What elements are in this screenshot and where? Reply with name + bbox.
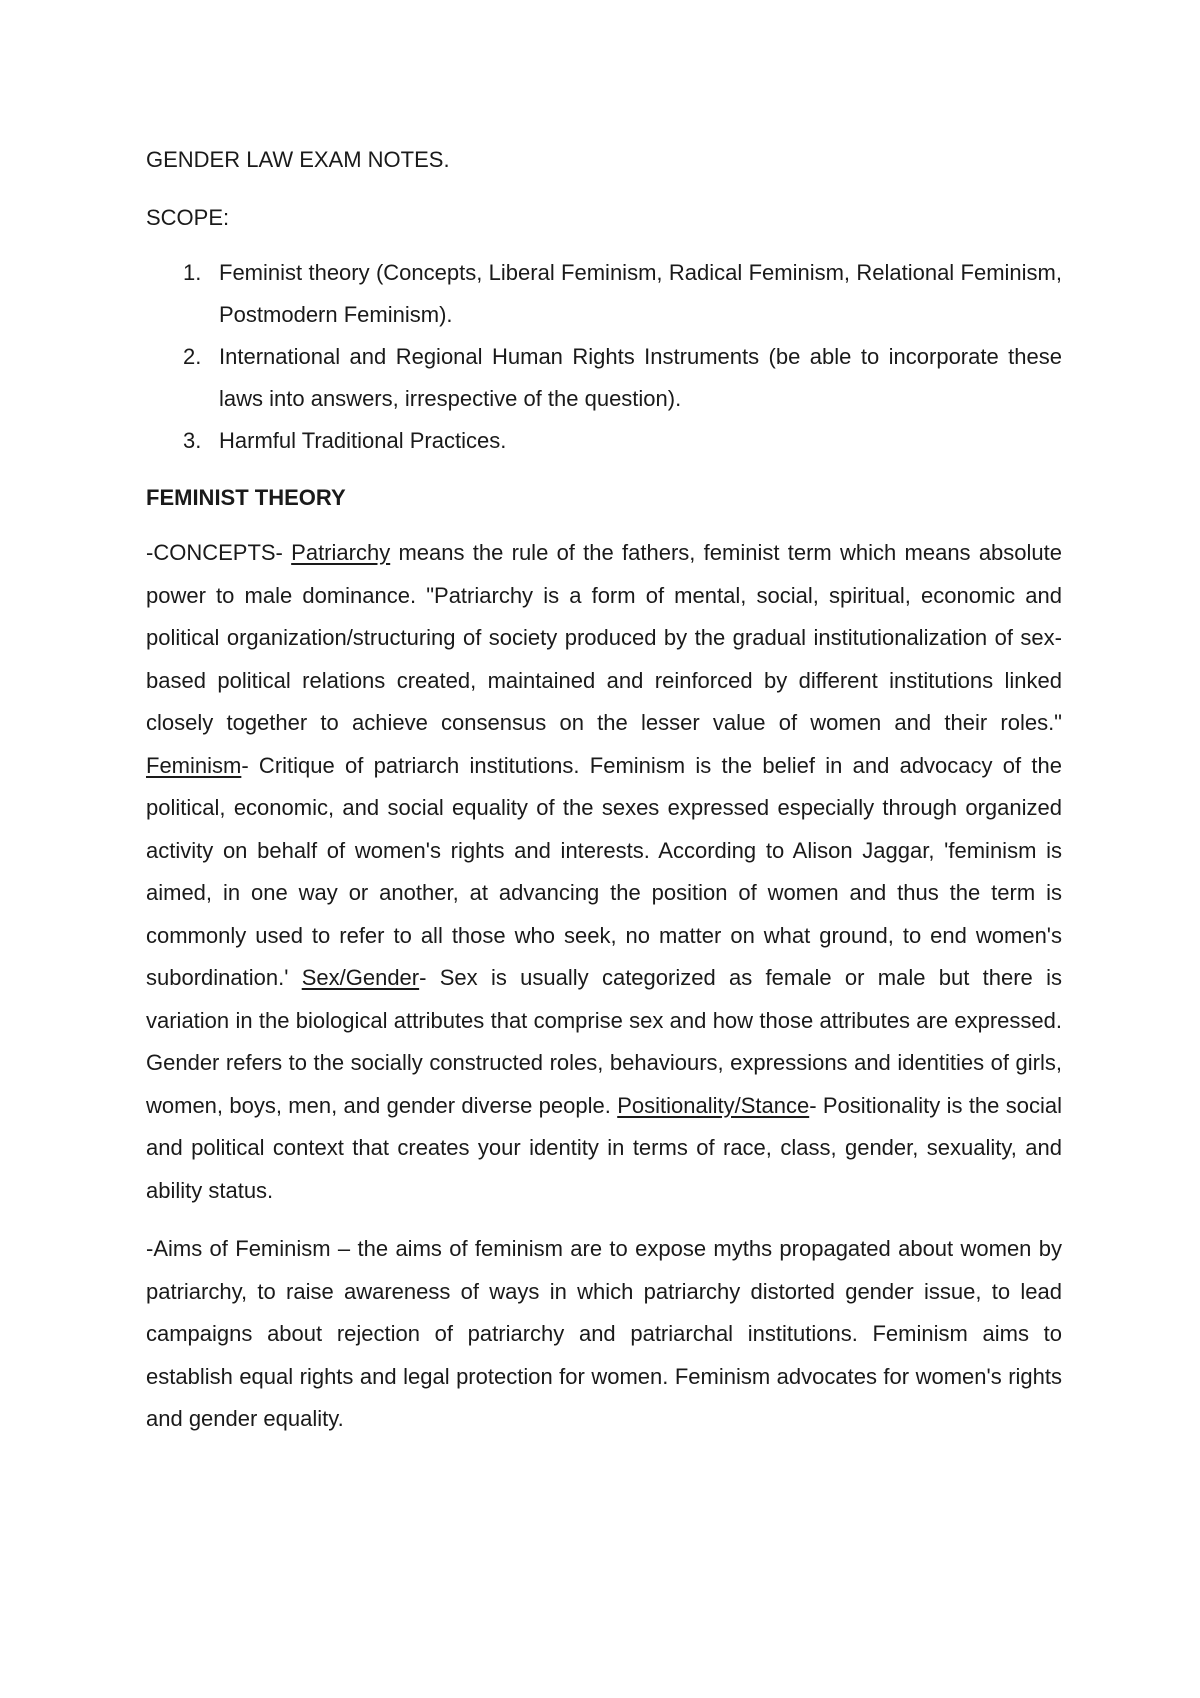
document-page bbox=[146, 140, 1062, 1441]
sex-gender-definition: - Sex is usually categorized as female or male but there is variation in the biological attributes that comprise sex and how those attributes are expressed. Gender refers to the socially constructed roles, behaviours, expressions and identities of girls, women, boys, men, and gender diverse people. bbox=[146, 965, 1062, 1118]
term-patriarchy: Patriarchy bbox=[291, 540, 391, 565]
concepts-prefix: -CONCEPTS- bbox=[146, 540, 292, 565]
term-positionality: Positionality/Stance bbox=[617, 1092, 810, 1118]
term-sex-gender: Sex/Gender bbox=[301, 965, 420, 990]
aims-paragraph: -Aims of Feminism – the aims of feminism are to expose myths propagated about women by patriarchy, to raise awareness of ways in which patriarchy distorted gender issue, to lead campaigns about rejection of patriarchy and patriarchal institutions. Feminism aims to establish equal rights and legal protection for women. Feminism advocates for women's rights and gender equality. bbox=[146, 1236, 1062, 1431]
scope-item-text: International and Regional Human Rights Instruments (be able to incorporate these laws into answers, irrespective of the question). bbox=[219, 344, 1062, 411]
feminism-definition: - Critique of patriarch institutions. Feminism is the belief in and advocacy of the political, economic, and social equality of the sexes expressed especially through organized activity on behalf of women's rights and interests. According to Alison Jaggar, 'feminism is aimed, in one way or another, at advancing the position of women and thus the term is commonly used to refer to all those who seek, no matter on what ground, to end women's subordination.' bbox=[146, 752, 1062, 990]
scope-label: SCOPE: bbox=[146, 205, 230, 230]
scope-item-number: 2. bbox=[183, 344, 202, 369]
scope-list bbox=[146, 252, 1062, 462]
scope-item bbox=[146, 420, 1062, 462]
patriarchy-definition: means the rule of the fathers, feminist term which means absolute power to male dominance. "Patriarchy is a form of mental, social, spiritual, economic and political organization/structuring of society produced by the gradual institutionalization of sex-based political relations created, maintained and reinforced by different institutions linked closely together to achieve consensus on the lesser value of women and their roles." bbox=[146, 540, 1062, 735]
scope-item bbox=[146, 252, 1062, 336]
concepts-paragraph bbox=[146, 532, 1062, 1212]
scope-item bbox=[146, 336, 1062, 420]
document-title: GENDER LAW EXAM NOTES. bbox=[146, 147, 450, 172]
scope-item-number: 1. bbox=[183, 260, 202, 285]
scope-item-text: Feminist theory (Concepts, Liberal Feminism, Radical Feminism, Relational Feminism, Postmodern Feminism). bbox=[219, 260, 1062, 327]
term-feminism: Feminism bbox=[146, 752, 242, 778]
positionality-definition: - Positionality is the social and political context that creates your identity in terms of race, class, gender, sexuality, and ability status. bbox=[146, 1092, 1062, 1203]
scope-item-text: Harmful Traditional Practices. bbox=[219, 428, 507, 453]
section-heading: FEMINIST THEORY bbox=[146, 485, 346, 510]
scope-item-number: 3. bbox=[183, 428, 202, 453]
